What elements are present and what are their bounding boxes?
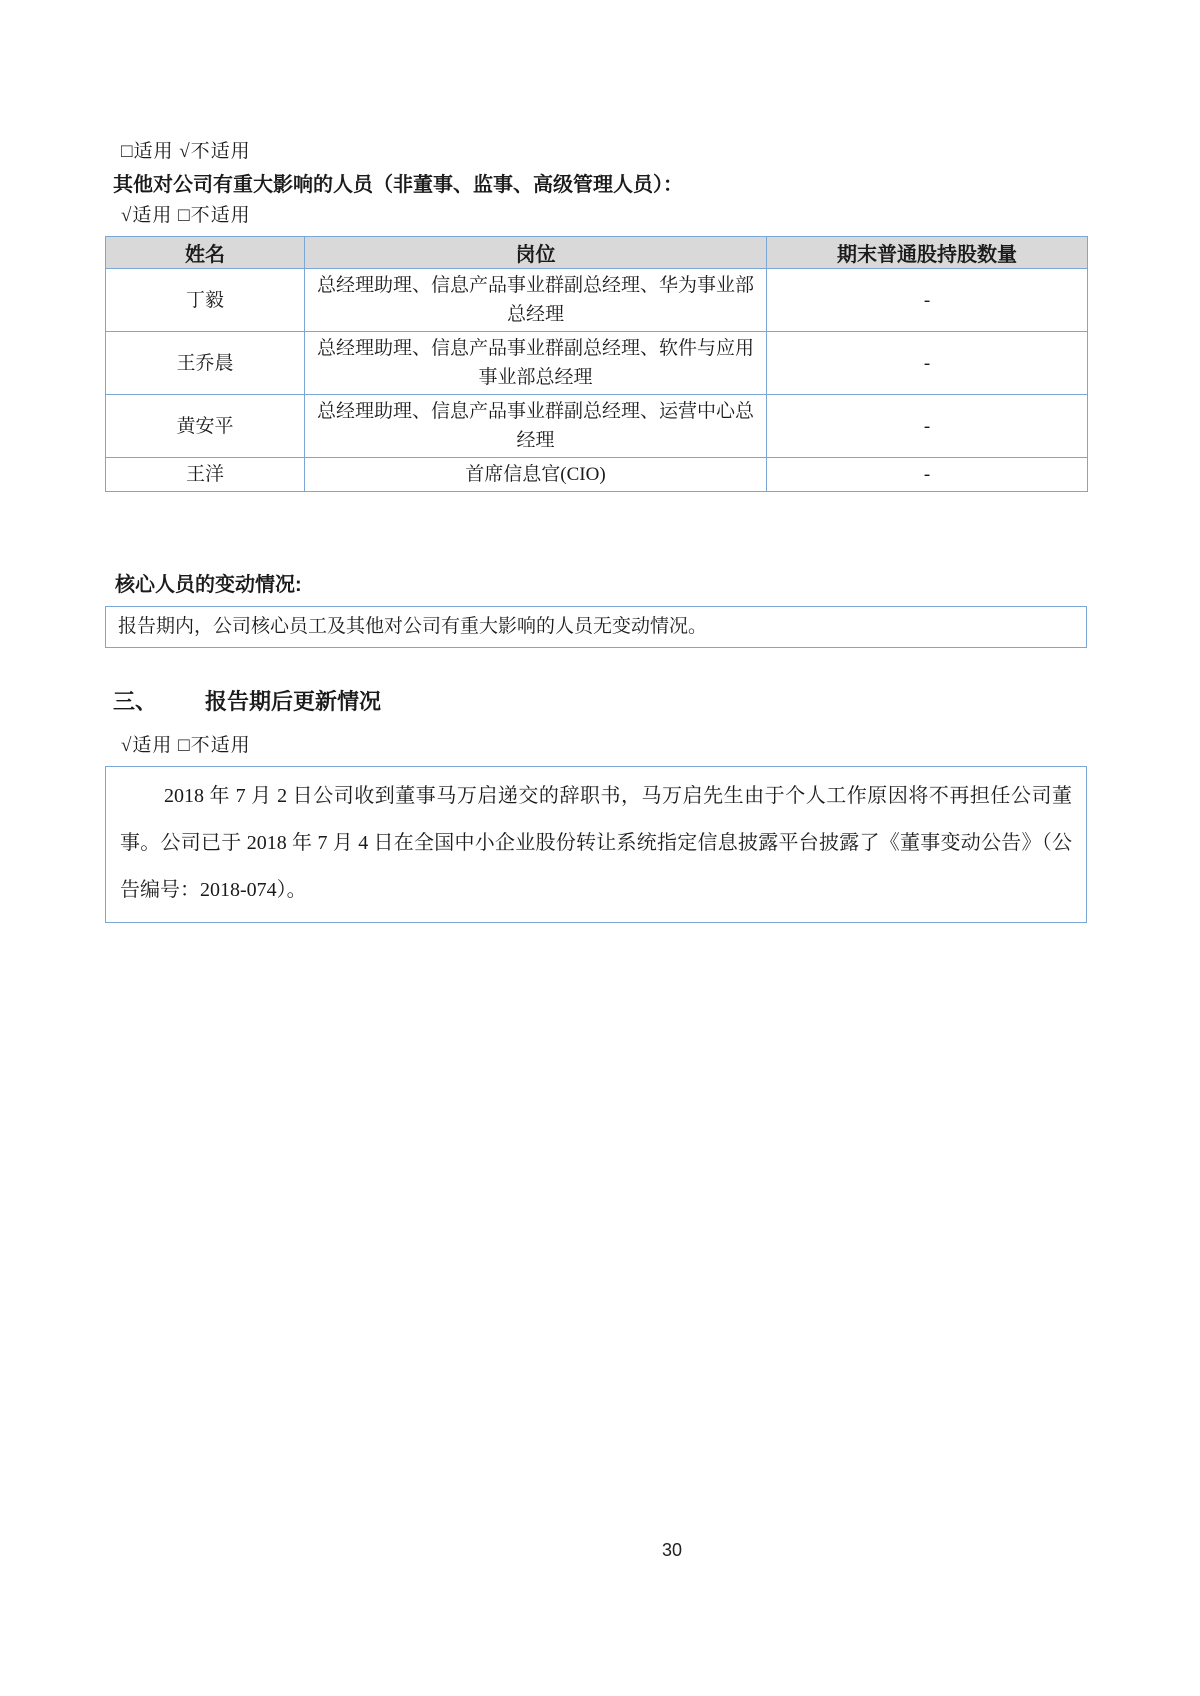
- table-row: [106, 269, 1088, 332]
- cell-shares: -: [767, 395, 1088, 458]
- applicability-line-table: √适用 □不适用: [121, 205, 251, 226]
- section-three-content-box: [105, 766, 1087, 923]
- cell-shares: -: [767, 458, 1088, 492]
- cell-position: 首席信息官(CIO): [305, 458, 767, 492]
- core-personnel-change-heading: 核心人员的变动情况:: [115, 574, 302, 596]
- column-header-position: 岗位: [305, 237, 767, 269]
- cell-name: 丁毅: [106, 269, 305, 332]
- cell-position: 总经理助理、信息产品事业群副总经理、华为事业部总经理: [305, 269, 767, 332]
- cell-position: 总经理助理、信息产品事业群副总经理、软件与应用事业部总经理: [305, 332, 767, 395]
- personnel-table: [105, 236, 1088, 492]
- cell-position: 总经理助理、信息产品事业群副总经理、运营中心总经理: [305, 395, 767, 458]
- core-personnel-change-note: 报告期内，公司核心员工及其他对公司有重大影响的人员无变动情况。: [105, 606, 1087, 648]
- cell-name: 王洋: [106, 458, 305, 492]
- column-header-shares: 期末普通股持股数量: [767, 237, 1088, 269]
- cell-name: 王乔晨: [106, 332, 305, 395]
- cell-shares: -: [767, 269, 1088, 332]
- cell-shares: -: [767, 332, 1088, 395]
- section-three-paragraph: 2018 年 7 月 2 日公司收到董事马万启递交的辞职书，马万启先生由于个人工作原因将不再担任公司董事。公司已于 2018 年 7 月 4 日在全国中小企业股份转让系统指定信息披露平台披露了《董事变动公告》（公告编号：2018-074）。: [120, 785, 1072, 901]
- column-header-name: 姓名: [106, 237, 305, 269]
- applicability-line-section-three: √适用 □不适用: [121, 735, 251, 756]
- table-row: [106, 332, 1088, 395]
- other-influential-personnel-heading: 其他对公司有重大影响的人员（非董事、监事、高级管理人员）：: [113, 174, 683, 196]
- section-three-number: 三、: [113, 689, 158, 714]
- section-three-heading: [113, 688, 1087, 716]
- section-three-title: 报告期后更新情况: [205, 689, 382, 714]
- page-number: 30: [662, 1540, 683, 1560]
- table-header-row: [106, 237, 1088, 269]
- applicability-line-top: □适用 √不适用: [121, 141, 251, 162]
- cell-name: 黄安平: [106, 395, 305, 458]
- table-row: [106, 395, 1088, 458]
- table-row: [106, 458, 1088, 492]
